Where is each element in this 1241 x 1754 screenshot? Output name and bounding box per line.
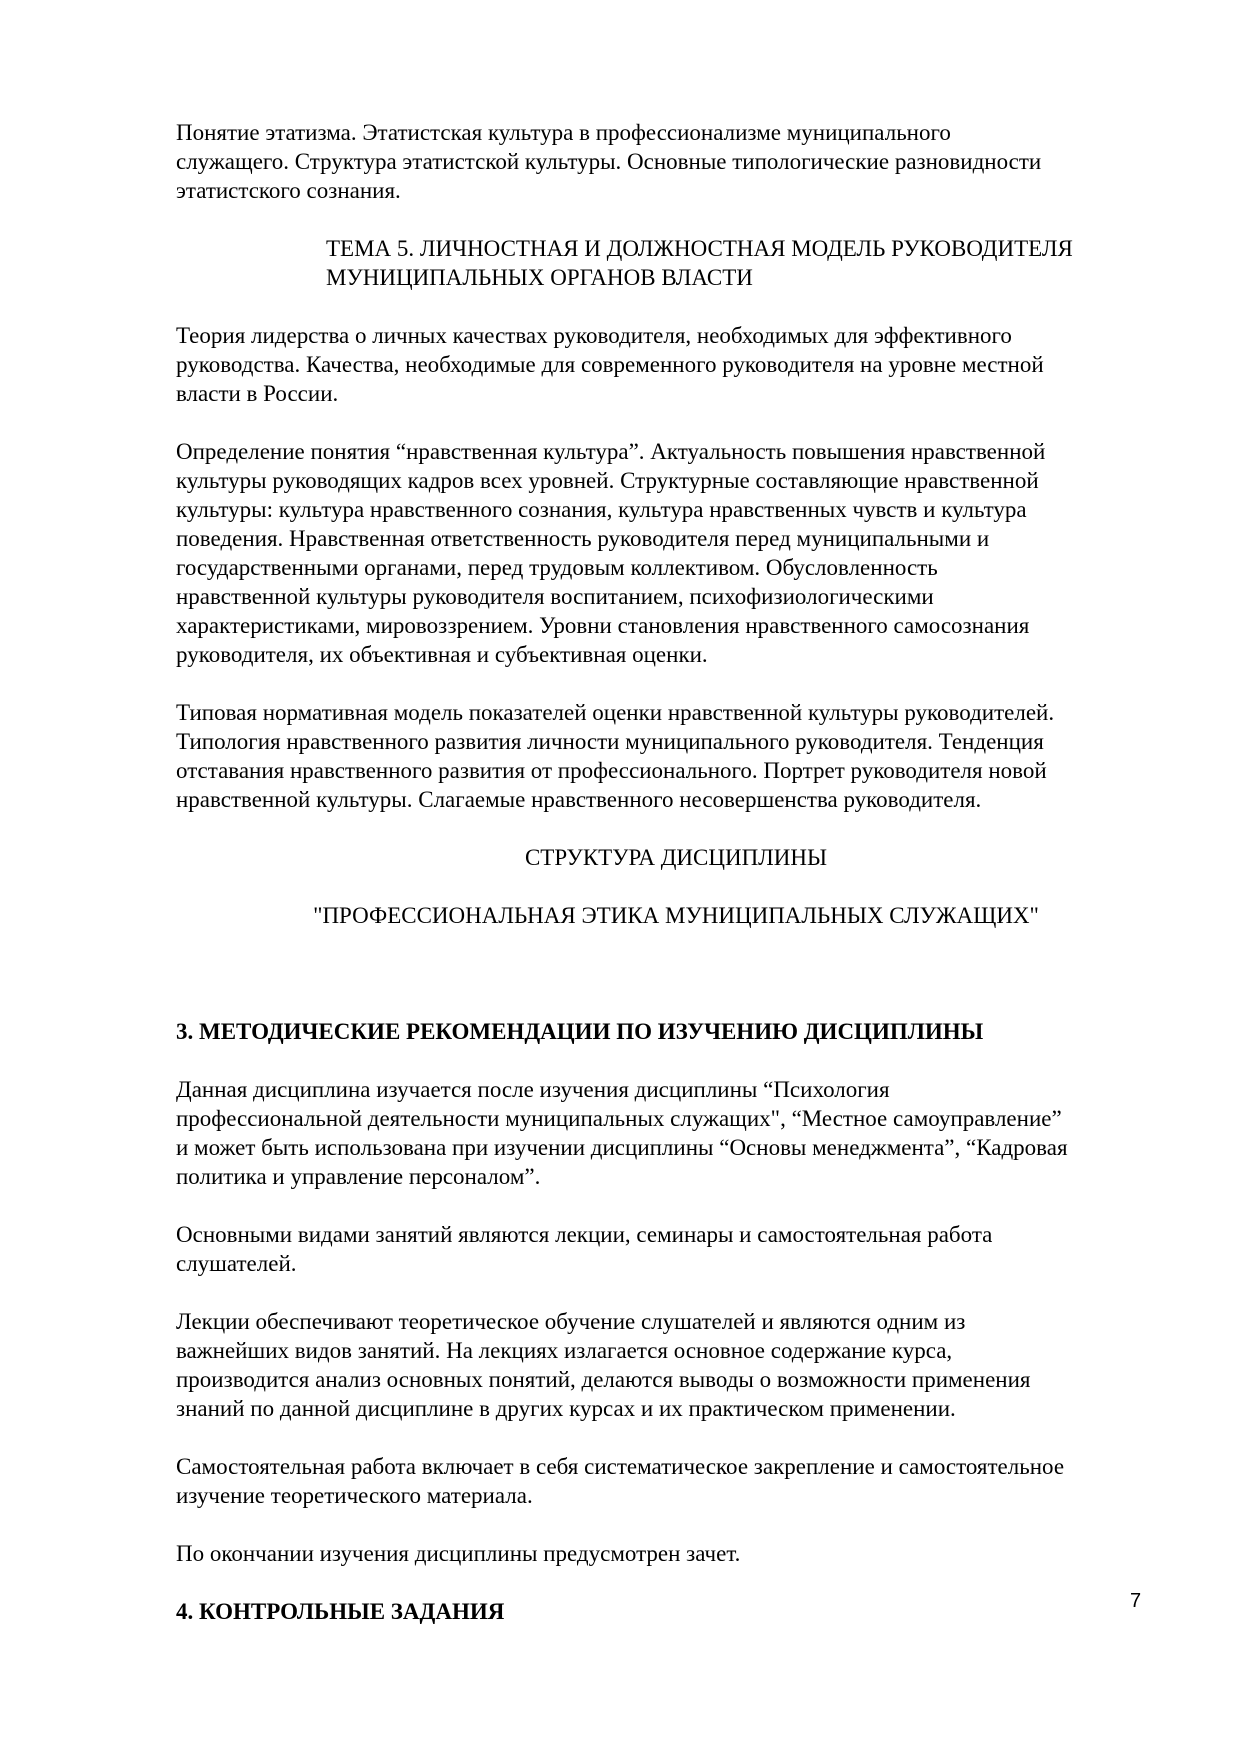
text-line: производится анализ основных понятий, делаются выводы о возможности применения: [176, 1367, 1031, 1392]
text-line: знаний по данной дисциплине в других курсах и их практическом применении.: [176, 1396, 956, 1421]
section-4-heading: 4. КОНТРОЛЬНЫЕ ЗАДАНИЯ: [176, 1599, 505, 1624]
text-line: политика и управление персоналом”.: [176, 1164, 541, 1189]
text-line: ТЕМА 5. ЛИЧНОСТНАЯ И ДОЛЖНОСТНАЯ МОДЕЛЬ РУКОВОДИТЕЛЯ: [326, 236, 1073, 261]
structure-title: СТРУКТУРА ДИСЦИПЛИНЫ: [524, 845, 828, 870]
text-line: культуры: культура нравственного сознания, культура нравственных чувств и культура: [176, 497, 1027, 522]
section-3-paragraph-4: [176, 1452, 1176, 1510]
text-line: нравственной культуры. Слагаемые нравственного несовершенства руководителя.: [176, 787, 982, 812]
text-line: руководителя, их объективная и субъективная оценки.: [176, 642, 708, 667]
text-line: слушателей.: [176, 1251, 297, 1276]
text-line: служащего. Структура этатистской культуры. Основные типологические разновидности: [176, 149, 1042, 174]
moral-culture-paragraph: [176, 437, 1176, 669]
text-line: Самостоятельная работа включает в себя систематическое закрепление и самостоятельное: [176, 1454, 1065, 1479]
text-line: Типовая нормативная модель показателей оценки нравственной культуры руководителей.: [176, 700, 1055, 725]
text-line: Основными видами занятий являются лекции, семинары и самостоятельная работа: [176, 1222, 993, 1247]
text-line: профессиональной деятельности муниципальных служащих", “Местное самоуправление”: [176, 1106, 1062, 1131]
section-3-paragraph-2: [176, 1220, 1176, 1278]
text-line: МУНИЦИПАЛЬНЫХ ОРГАНОВ ВЛАСТИ: [326, 265, 753, 290]
text-line: По окончании изучения дисциплины предусмотрен зачет.: [176, 1541, 741, 1566]
text-line: и может быть использована при изучении дисциплины “Основы менеджмента”, “Кадровая: [176, 1135, 1068, 1160]
text-line: Определение понятия “нравственная культура”. Актуальность повышения нравственной: [176, 439, 1046, 464]
text-line: характеристиками, мировоззрением. Уровни становления нравственного самосознания: [176, 613, 1030, 638]
text-line: Понятие этатизма. Этатистская культура в профессионализме муниципального: [176, 120, 951, 145]
intro-paragraph: [176, 118, 1176, 205]
section-3-paragraph-5: [176, 1539, 1176, 1568]
text-line: руководства. Качества, необходимые для современного руководителя на уровне местной: [176, 352, 1044, 377]
leadership-paragraph: [176, 321, 1176, 408]
text-line: государственными органами, перед трудовым коллективом. Обусловленность: [176, 555, 938, 580]
normative-model-paragraph: [176, 698, 1176, 814]
text-line: Данная дисциплина изучается после изучения дисциплины “Психология: [176, 1077, 890, 1102]
text-line: важнейших видов занятий. На лекциях излагается основное содержание курса,: [176, 1338, 953, 1363]
text-line: этатистского сознания.: [176, 178, 401, 203]
text-line: власти в России.: [176, 381, 339, 406]
theme-5-title: [326, 234, 1176, 292]
text-line: Теория лидерства о личных качествах руководителя, необходимых для эффективного: [176, 323, 1012, 348]
page-content: [176, 118, 1176, 1655]
text-line: поведения. Нравственная ответственность руководителя перед муниципальными и: [176, 526, 990, 551]
text-line: Лекции обеспечивают теоретическое обучение слушателей и являются одним из: [176, 1309, 966, 1334]
text-line: изучение теоретического материала.: [176, 1483, 533, 1508]
section-3-paragraph-1: [176, 1075, 1176, 1191]
section-3-heading: 3. МЕТОДИЧЕСКИЕ РЕКОМЕНДАЦИИ ПО ИЗУЧЕНИЮ ДИСЦИПЛИНЫ: [176, 1019, 984, 1044]
page-number: 7: [1130, 1590, 1142, 1612]
text-line: нравственной культуры руководителя воспитанием, психофизиологическими: [176, 584, 934, 609]
section-3-paragraph-3: [176, 1307, 1176, 1423]
text-line: отставания нравственного развития от профессионального. Портрет руководителя новой: [176, 758, 1047, 783]
text-line: культуры руководящих кадров всех уровней. Структурные составляющие нравственной: [176, 468, 1039, 493]
structure-subtitle: "ПРОФЕССИОНАЛЬНАЯ ЭТИКА МУНИЦИПАЛЬНЫХ СЛУЖАЩИХ": [313, 903, 1039, 928]
text-line: Типология нравственного развития личности муниципального руководителя. Тенденция: [176, 729, 1044, 754]
